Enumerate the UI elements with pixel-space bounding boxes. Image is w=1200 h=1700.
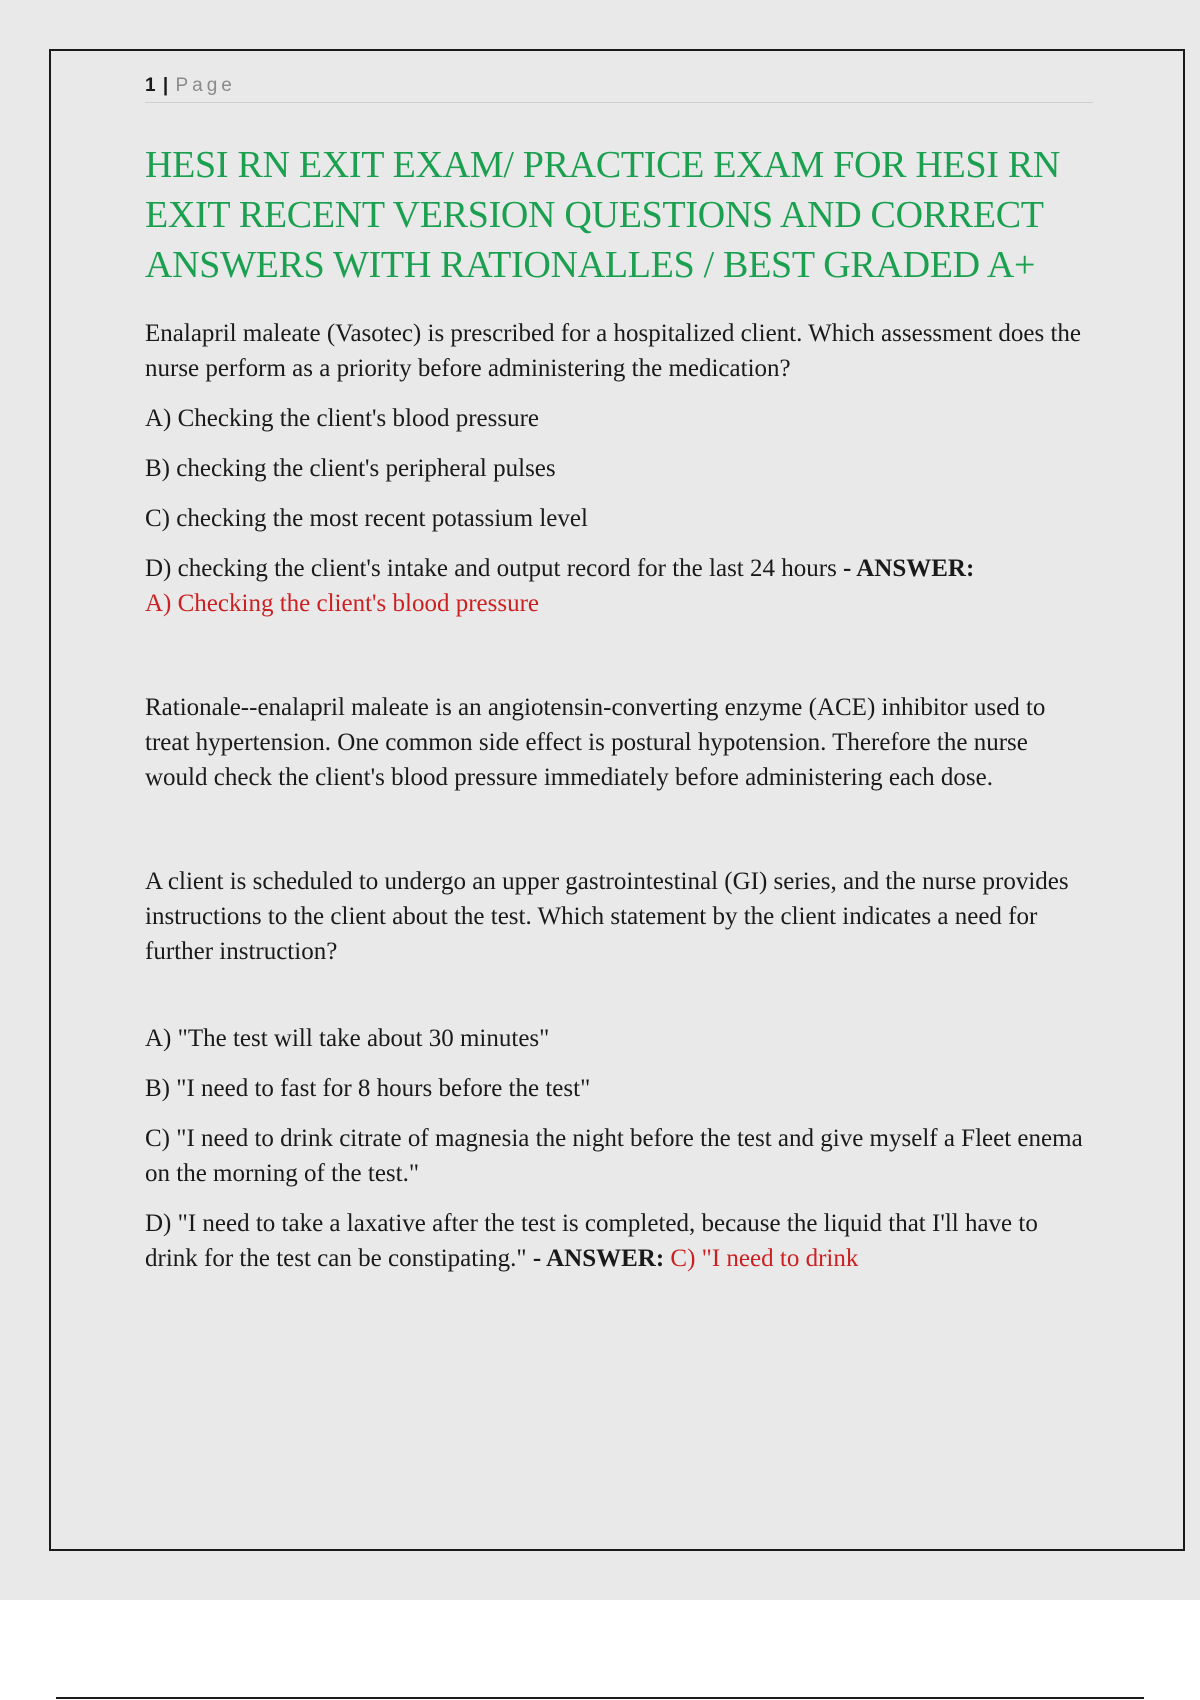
question-1-option-d-with-answer: [145, 551, 1093, 621]
question-1-option-a: A) Checking the client's blood pressure: [145, 405, 539, 432]
question-1-option-b: B) checking the client's peripheral pulses: [145, 455, 556, 482]
question-1-option-d: D) checking the client's intake and output record for the last 24 hours: [145, 555, 837, 582]
question-1-answer-label: - ANSWER:: [836, 555, 975, 582]
page-label: Page: [175, 75, 236, 96]
document-title: HESI RN EXIT EXAM/ PRACTICE EXAM FOR HESI RN EXIT RECENT VERSION QUESTIONS AND CORRECT ANSWERS WITH RATIONALLES / BEST GRADED A+: [145, 144, 1061, 286]
question-2-option-d: D) "I need to take a laxative after the test is completed, because the liquid that I'll have to drink for the test can be constipating.": [145, 1210, 1038, 1272]
question-1-stem: Enalapril maleate (Vasotec) is prescribed for a hospitalized client. Which assessment does the nurse perform as a priority before administering the medication?: [145, 320, 1082, 382]
question-2-answer-label: - ANSWER:: [526, 1245, 665, 1272]
question-2-option-d-with-answer: [145, 1206, 1093, 1276]
question-2-option-b: B) "I need to fast for 8 hours before the test": [145, 1075, 591, 1102]
page-header: [145, 74, 1093, 103]
question-1-option-c: C) checking the most recent potassium level: [145, 505, 588, 532]
question-1-rationale: Rationale--enalapril maleate is an angiotensin-converting enzyme (ACE) inhibitor used to treat hypertension. One common side effect is postural hypotension. Therefore the nurse would check the client's blood pressure immediately before administering each dose.: [145, 694, 1046, 791]
question-2-option-c: C) "I need to drink citrate of magnesia the night before the test and give myself a Fleet enema on the morning of the test.": [145, 1125, 1083, 1187]
question-2-option-a: A) "The test will take about 30 minutes": [145, 1025, 550, 1052]
document-body: [145, 140, 1093, 1276]
question-2-stem: A client is scheduled to undergo an upper gastrointestinal (GI) series, and the nurse provides instructions to the client about the test. Which statement by the client indicates a need for further instruction?: [145, 868, 1069, 965]
question-2-answer-partial: C) "I need to drink: [670, 1245, 859, 1272]
header-separator: |: [162, 75, 169, 96]
bottom-divider: [56, 1697, 1144, 1699]
question-1-answer: A) Checking the client's blood pressure: [145, 590, 539, 617]
page-number: 1: [145, 75, 156, 96]
